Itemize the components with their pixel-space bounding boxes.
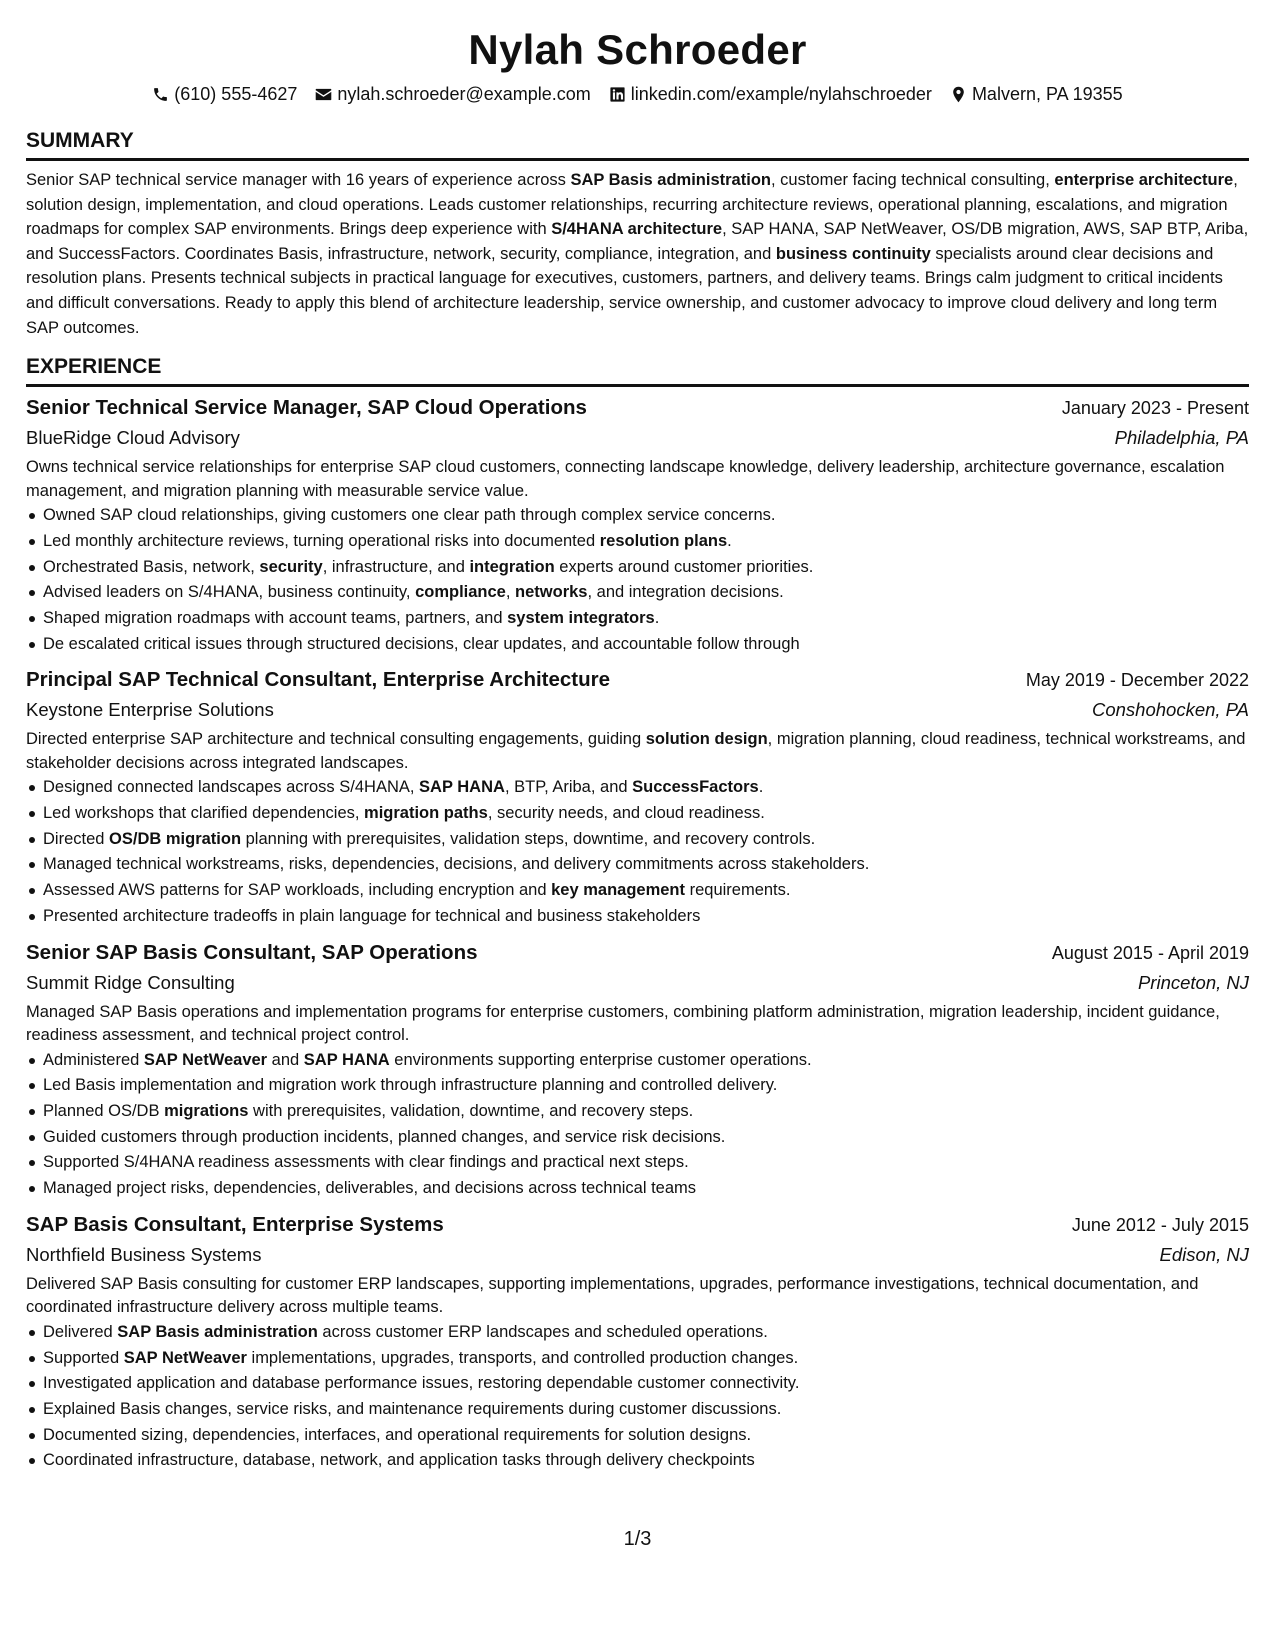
job-header-row [26,393,1249,423]
job-description: Managed SAP Basis operations and implementation programs for enterprise customers, combining platform administration, migration leadership, incident guidance, readiness assessment, and technical project control. [26,1002,1220,1045]
job-entry [26,938,1249,1202]
job-title: Senior SAP Basis Consultant, SAP Operations [26,940,478,964]
bold-keyword: solution design [645,730,768,749]
contact-bar [26,82,1249,106]
job-header-row [26,938,1249,968]
bullet-item: Owned SAP cloud relationships, giving customers one clear path through complex service concerns. [26,503,1249,529]
job-location: Princeton, NJ [1137,971,1249,993]
job-dates: June 2012 - July 2015 [1071,1214,1249,1235]
bold-keyword: SAP Basis administration [117,1322,318,1341]
contact-linkedin[interactable] [609,82,932,106]
linkedin-text[interactable]: linkedin.com/example/nylahschroeder [630,84,932,104]
bold-keyword: SuccessFactors [632,778,759,797]
bold-keyword: OS/DB migration [109,829,242,848]
page-number: 1/3 [623,1528,652,1550]
bullet-item: Documented sizing, dependencies, interfaces, and operational requirements for solution designs. [26,1423,1249,1449]
job-dates: August 2015 - April 2019 [1051,942,1249,963]
bold-keyword: key management [551,881,686,900]
bold-keyword: business continuity [775,244,931,263]
bullet-item: Planned OS/DB migrations with prerequisites, validation, downtime, and recovery steps. [26,1099,1249,1125]
bold-keyword: system integrators [507,608,655,627]
email-text[interactable]: nylah.schroeder@example.com [337,84,591,104]
job-bullets [26,503,1249,657]
bullet-item: Assessed AWS patterns for SAP workloads, including encryption and key management requirements. [26,878,1249,904]
bold-keyword: SAP NetWeaver [123,1348,247,1367]
summary-text: Senior SAP technical service manager with 16 years of experience across SAP Basis administration, customer facing technical consulting, enterprise architecture, solution design, implementation, and cloud operations. Leads customer relationships, recurring architecture reviews, operational planning, escalations, and migration roadmaps for complex SAP environments. Brings deep experience with S/4HANA architecture, SAP HANA, SAP NetWeaver, OS/DB migration, AWS, SAP BTP, Ariba, and SuccessFactors. Coordinates Basis, infrastructure, network, security, compliance, integration, and business continuity specialists around clear decisions and resolution plans. Presents technical subjects in practical language for executives, customers, partners, and delivery teams. Brings calm judgment to critical incidents and difficult conversations. Ready to apply this blend of architecture leadership, service ownership, and customer advocacy to improve cloud delivery and long term SAP outcomes. [26,171,1249,337]
job-dates: January 2023 - Present [1061,398,1249,419]
bold-keyword: integration [469,557,555,576]
bullet-item: Advised leaders on S/4HANA, business continuity, compliance, networks, and integration decisions. [26,580,1249,606]
bold-keyword: SAP NetWeaver [143,1050,268,1069]
bold-keyword: SAP Basis administration [570,171,771,189]
job-company-row [26,695,1249,725]
linkedin-icon [609,86,626,103]
bullet-item: Guided customers through production incidents, planned changes, and service risk decisions. [26,1125,1249,1151]
bullet-item: Explained Basis changes, service risks, and maintenance requirements during customer discussions. [26,1397,1249,1423]
bullet-item: Investigated application and database performance issues, restoring dependable customer connectivity. [26,1371,1249,1397]
job-location: Conshohocken, PA [1091,699,1249,721]
bold-keyword: security [259,557,323,576]
job-entry [26,393,1249,657]
bullet-item: Administered SAP NetWeaver and SAP HANA environments supporting enterprise customer operations. [26,1048,1249,1074]
bold-keyword: SAP HANA [303,1050,390,1069]
bold-keyword: S/4HANA architecture [551,220,723,239]
bullet-item: Presented architecture tradeoffs in plain language for technical and business stakeholders [26,904,1249,930]
bullet-item: Managed technical workstreams, risks, dependencies, decisions, and delivery commitments across stakeholders. [26,852,1249,878]
job-header-row [26,1210,1249,1240]
job-company: Summit Ridge Consulting [26,971,235,993]
bullet-item: Led monthly architecture reviews, turning operational risks into documented resolution plans. [26,529,1249,555]
contact-phone [152,82,297,106]
job-description: Owns technical service relationships for enterprise SAP cloud customers, connecting landscape knowledge, delivery leadership, architecture governance, escalation management, and migration planning with measurable service value. [26,458,1225,500]
job-bullets [26,775,1249,929]
job-company-row [26,423,1249,453]
job-bullets [26,1048,1249,1202]
bold-keyword: enterprise architecture [1054,171,1234,189]
job-location: Philadelphia, PA [1114,427,1249,449]
bullet-item: Led workshops that clarified dependencies, migration paths, security needs, and cloud readiness. [26,801,1249,827]
bullet-item: Supported SAP NetWeaver implementations, upgrades, transports, and controlled production changes. [26,1346,1249,1372]
bullet-item: Managed project risks, dependencies, deliverables, and decisions across technical teams [26,1176,1249,1202]
job-company: BlueRidge Cloud Advisory [26,427,240,449]
job-company-row [26,1240,1249,1270]
job-title: Principal SAP Technical Consultant, Enterprise Architecture [26,668,611,692]
bullet-item: Coordinated infrastructure, database, network, and application tasks through delivery checkpoints [26,1448,1249,1474]
bold-keyword: compliance [415,583,506,602]
bullet-item: Orchestrated Basis, network, security, infrastructure, and integration experts around customer priorities. [26,555,1249,581]
job-company: Keystone Enterprise Solutions [26,699,274,721]
envelope-icon [315,86,332,103]
bullet-item: Led Basis implementation and migration work through infrastructure planning and controlled delivery. [26,1073,1249,1099]
bold-keyword: SAP HANA [419,778,505,797]
job-bullets [26,1320,1249,1474]
job-header-row [26,665,1249,695]
bold-keyword: resolution plans [599,531,728,550]
experience-heading: EXPERIENCE [26,354,1249,387]
bold-keyword: networks [515,583,588,602]
contact-location [950,82,1123,106]
bullet-item: Designed connected landscapes across S/4HANA, SAP HANA, BTP, Ariba, and SuccessFactors. [26,775,1249,801]
candidate-name: Nylah Schroeder [468,26,807,73]
bullet-item: Shaped migration roadmaps with account teams, partners, and system integrators. [26,606,1249,632]
job-entry [26,1210,1249,1474]
phone-icon [152,86,169,103]
summary-heading: SUMMARY [26,128,1249,161]
experience-list [26,393,1249,1474]
job-location: Edison, NJ [1159,1243,1249,1265]
job-company-row [26,968,1249,998]
location-text: Malvern, PA 19355 [971,84,1123,104]
job-title: SAP Basis Consultant, Enterprise Systems [26,1212,444,1236]
job-company: Northfield Business Systems [26,1243,262,1265]
bullet-item: De escalated critical issues through structured decisions, clear updates, and accountable follow through [26,632,1249,658]
bullet-item: Delivered SAP Basis administration across customer ERP landscapes and scheduled operations. [26,1320,1249,1346]
bullet-item: Directed OS/DB migration planning with prerequisites, validation steps, downtime, and recovery controls. [26,827,1249,853]
map-pin-icon [950,86,967,103]
bold-keyword: migration paths [364,804,488,823]
resume-page [26,0,1249,1474]
contact-email[interactable] [315,82,590,106]
job-dates: May 2019 - December 2022 [1025,670,1249,691]
job-title: Senior Technical Service Manager, SAP Cloud Operations [26,396,587,420]
job-description: Delivered SAP Basis consulting for customer ERP landscapes, supporting implementations, upgrades, performance investigations, technical documentation, and coordinated infrastructure delivery across multiple teams. [26,1274,1199,1317]
phone-text: (610) 555-4627 [174,84,298,104]
job-entry [26,665,1249,929]
bold-keyword: migrations [164,1102,249,1120]
bullet-item: Supported S/4HANA readiness assessments with clear findings and practical next steps. [26,1150,1249,1176]
job-description: Directed enterprise SAP architecture and technical consulting engagements, guiding solution design, migration planning, cloud readiness, technical workstreams, and stakeholder decisions across integrated landscapes. [26,730,1246,772]
